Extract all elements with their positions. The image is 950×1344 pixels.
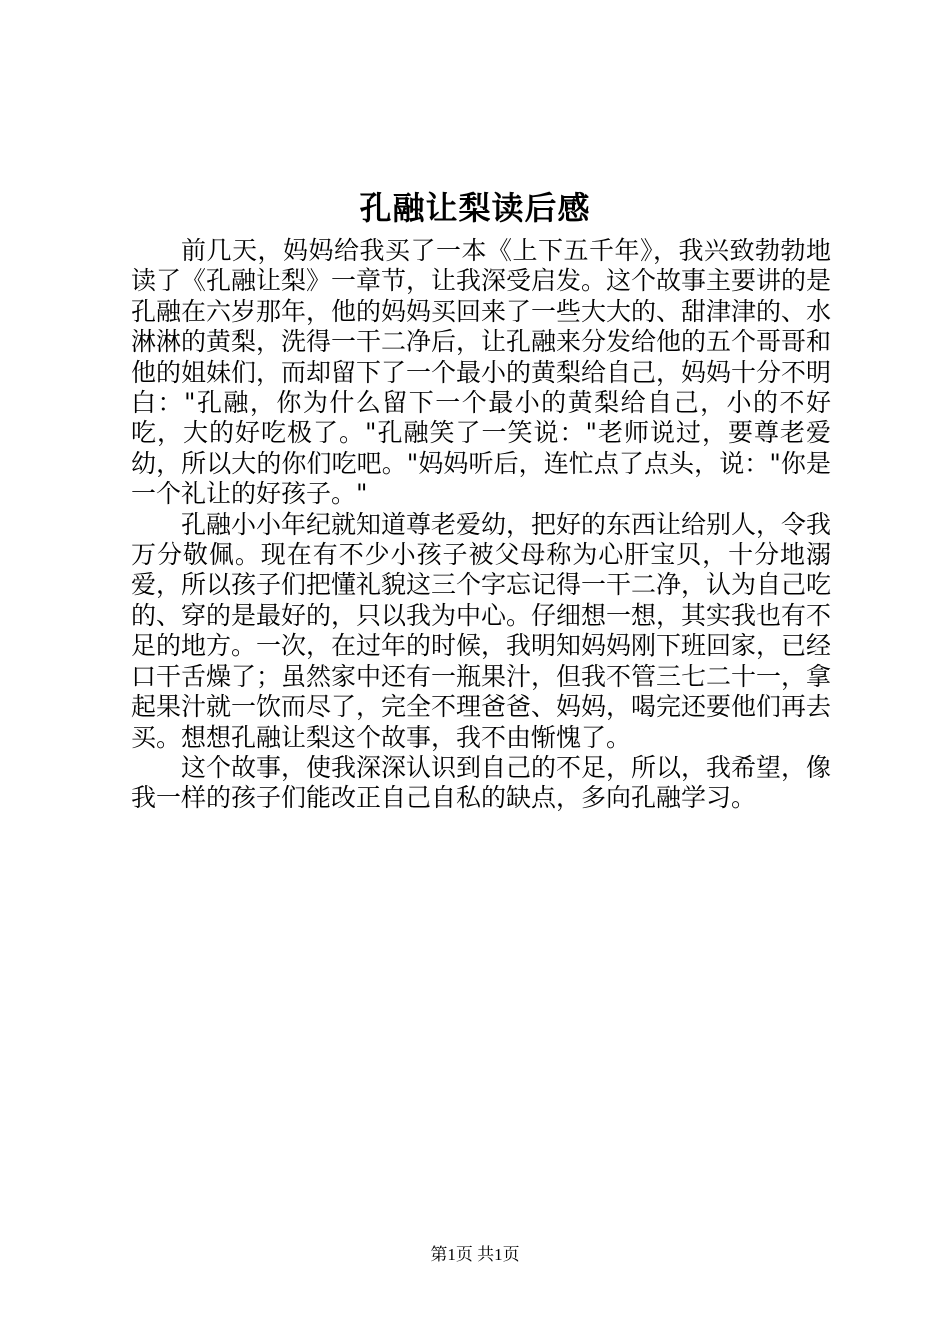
page-footer: 第1页 共1页 bbox=[430, 1245, 520, 1264]
paragraph-1: 前几天，妈妈给我买了一本《上下五千年》，我兴致勃勃地读了《孔融让梨》一章节，让我深受启发。这个故事主要讲的是孔融在六岁那年，他的妈妈买回来了一些大大的、甜津津的、水淋淋的黄梨，洗得一干二净后，让孔融来分发给他的五个哥哥和他的姐妹们，而却留下了一个最小的黄梨给自己，妈妈十分不明白："孔融，你为什么留下一个最小的黄梨给自己，小的不好吃，大的好吃极了。"孔融笑了一笑说："老师说过，要尊老爱幼，所以大的你们吃吧。"妈妈听后，连忙点了点头，说："你是一个礼让的好孩子。" bbox=[131, 236, 832, 509]
paragraph-2: 孔融小小年纪就知道尊老爱幼，把好的东西让给别人，令我万分敬佩。现在有不少小孩子被父母称为心肝宝贝，十分地溺爱，所以孩子们把懂礼貌这三个字忘记得一干二净，认为自己吃的、穿的是最好的，只以我为中心。仔细想一想，其实我也有不足的地方。一次，在过年的时候，我明知妈妈刚下班回家，已经口干舌燥了；虽然家中还有一瓶果汁，但我不管三七二十一，拿起果汁就一饮而尽了，完全不理爸爸、妈妈，喝完还要他们再去买。想想孔融让梨这个故事，我不由惭愧了。 bbox=[131, 509, 832, 752]
paragraph-3: 这个故事，使我深深认识到自己的不足，所以，我希望，像我一样的孩子们能改正自己自私的缺点，多向孔融学习。 bbox=[131, 752, 832, 813]
document-body bbox=[131, 236, 831, 814]
document-title: 孔融让梨读后感 bbox=[359, 189, 591, 227]
